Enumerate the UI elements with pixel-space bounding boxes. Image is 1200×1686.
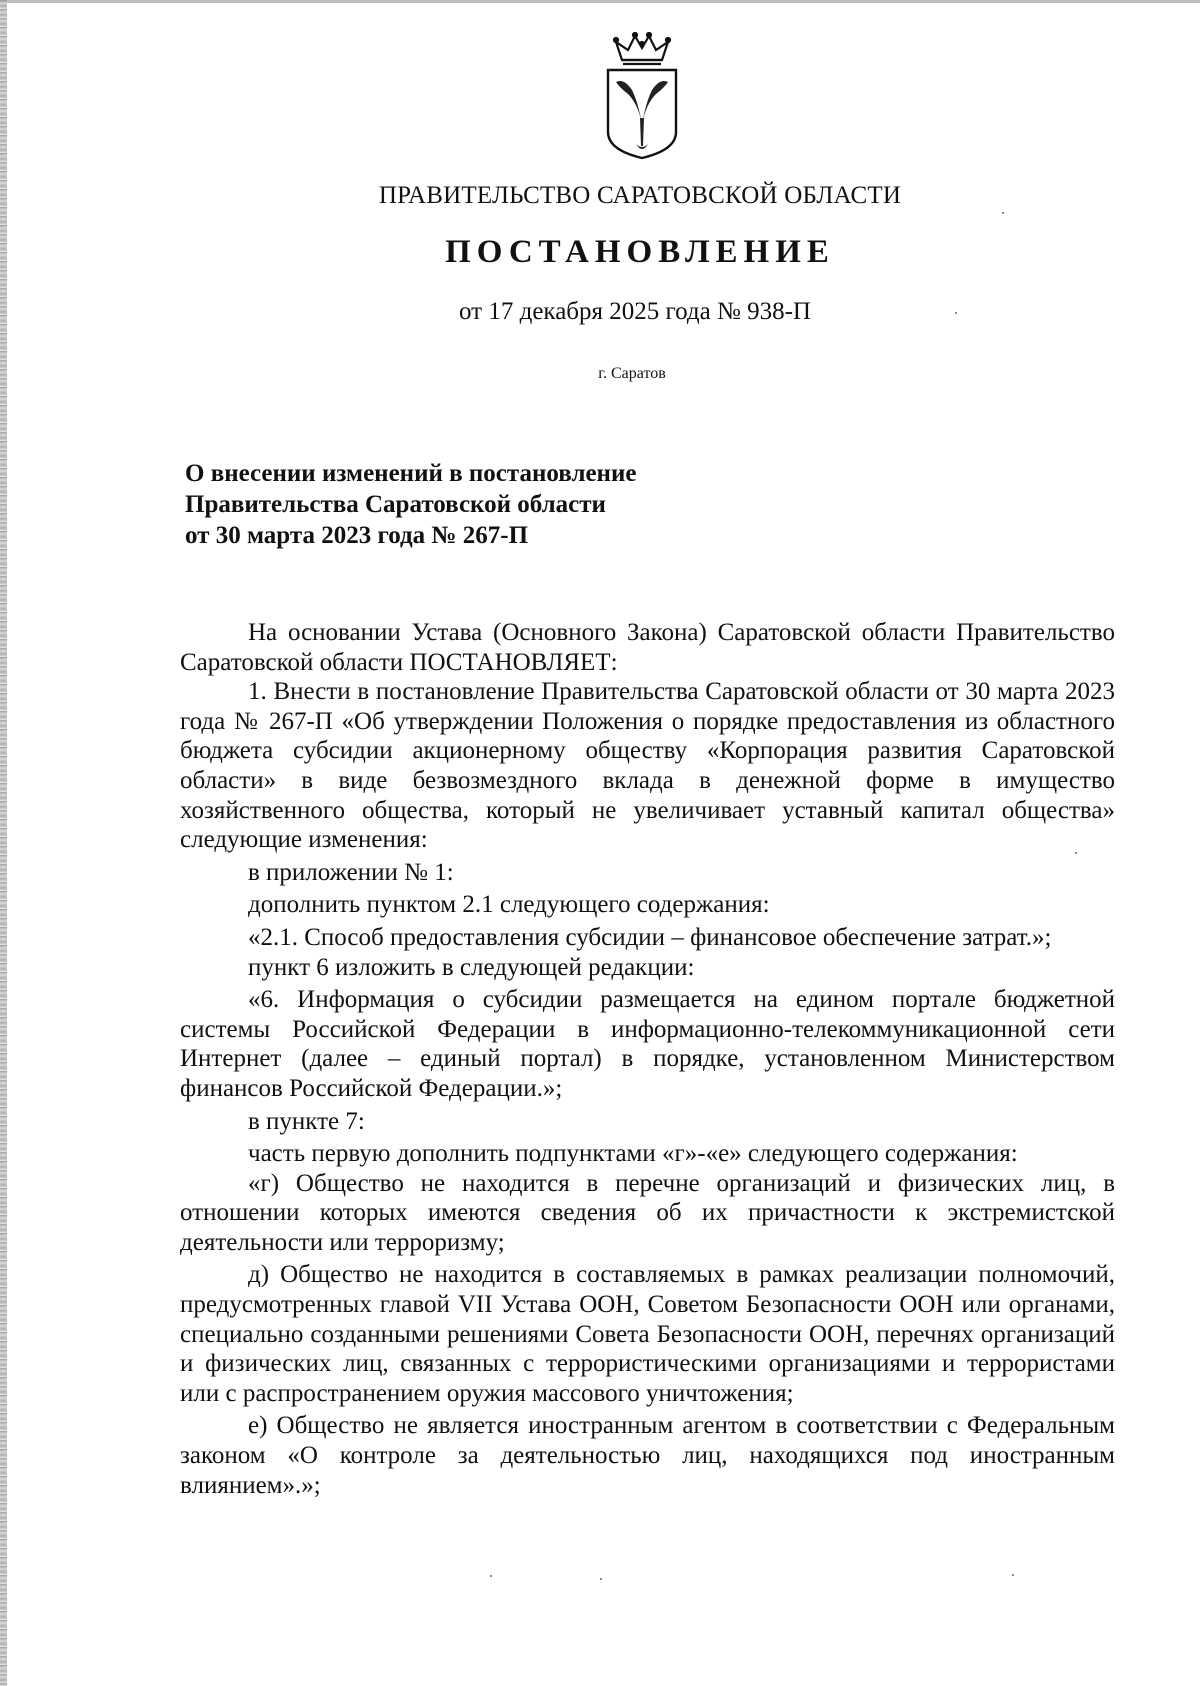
document-city: г. Саратов <box>598 365 666 382</box>
document-body <box>180 618 1115 1500</box>
body-paragraph: е) Общество не является иностранным агентом в соответствии с Федеральным законом «О контроле за деятельностью лиц, находящихся под иностранным влиянием».»; <box>180 1412 1115 1499</box>
government-name: ПРАВИТЕЛЬСТВО САРАТОВСКОЙ ОБЛАСТИ <box>378 182 902 209</box>
subject-line: Правительства Саратовской области <box>185 491 606 518</box>
body-paragraph: дополнить пунктом 2.1 следующего содержания: <box>248 891 770 919</box>
body-paragraph: часть первую дополнить подпунктами «г»-«е» следующего содержания: <box>248 1140 1018 1168</box>
body-paragraph: в пункте 7: <box>248 1107 365 1135</box>
subject-line: от 30 марта 2023 года № 267-П <box>185 522 529 549</box>
body-paragraph: На основании Устава (Основного Закона) Саратовской области Правительство Саратовской области ПОСТАНОВЛЯЕТ: <box>180 619 1115 676</box>
body-paragraph: пункт 6 изложить в следующей редакции: <box>248 953 695 981</box>
body-paragraph: д) Общество не находится в составляемых в рамках реализации полномочий, предусмотренных главой VII Устава ООН, Советом Безопасности ООН или органами, специально созданными решениями Совета Безопасности ООН, перечнях организаций и физических лиц, связанных с террористическими организациями и террористами или с распространением оружия массового уничтожения; <box>180 1261 1115 1407</box>
body-paragraph: «г) Общество не находится в перечне организаций и физических лиц, в отношении которых имеются сведения об их причастности к экстремистской деятельности или терроризму; <box>180 1169 1115 1256</box>
document-type: ПОСТАНОВЛЕНИЕ <box>445 234 835 270</box>
subject-line: О внесении изменений в постановление <box>185 460 637 487</box>
document-subject <box>185 458 805 551</box>
coat-of-arms-icon <box>602 32 682 160</box>
document-date-number: от 17 декабря 2025 года № 938-П <box>459 298 811 325</box>
scan-top-edge <box>0 0 1200 3</box>
body-paragraph: «6. Информация о субсидии размещается на едином портале бюджетной системы Российской Федерации в информационно-телекоммуникационной сети Интернет (далее – единый портал) в порядке, установленном Министерством финансов Российской Федерации.»; <box>180 986 1115 1102</box>
body-paragraph: 1. Внести в постановление Правительства Саратовской области от 30 марта 2023 года № 267-П «Об утверждении Положения о порядке предоставления из областного бюджета субсидии акционерному обществу «Корпорация развития Саратовской области» в виде безвозмездного вклада в денежной форме в имущество хозяйственного общества, который не увеличивает уставный капитал общества» следующие изменения: <box>180 678 1115 854</box>
body-paragraph: «2.1. Способ предоставления субсидии – финансовое обеспечение затрат.»; <box>248 923 1052 951</box>
body-paragraph: в приложении № 1: <box>248 858 454 886</box>
